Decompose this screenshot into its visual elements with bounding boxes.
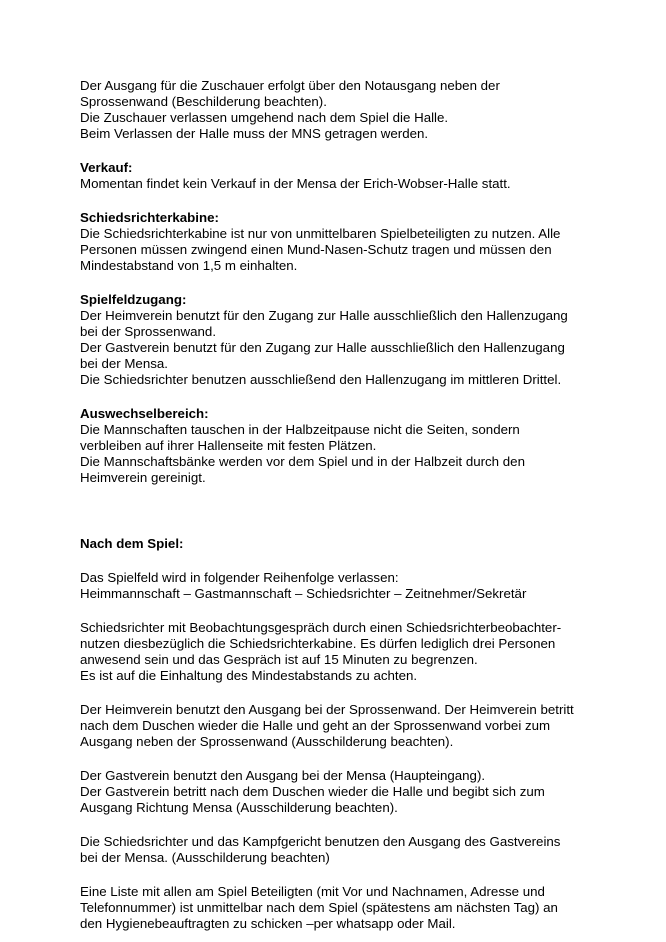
- schiedsrichter-ausgang-line: bei der Mensa. (Ausschilderung beachten): [80, 850, 330, 865]
- schiedsrichterkabine-line: Mindestabstand von 1,5 m einhalten.: [80, 258, 298, 273]
- schiedsrichter-ausgang-line: Die Schiedsrichter und das Kampfgericht benutzen den Ausgang des Gastvereins: [80, 834, 561, 849]
- auswechselbereich-line: verbleiben auf ihrer Hallenseite mit festen Plätzen.: [80, 438, 377, 453]
- verkauf-heading: Verkauf:: [80, 160, 133, 175]
- verkauf-section: [80, 160, 600, 192]
- auswechselbereich-heading: Auswechselbereich:: [80, 406, 209, 421]
- gastverein-line: Ausgang Richtung Mensa (Ausschilderung beachten).: [80, 800, 398, 815]
- teilnehmerliste-line: Eine Liste mit allen am Spiel Beteiligten (mit Vor und Nachnamen, Adresse und: [80, 884, 545, 899]
- spielfeldzugang-line: bei der Mensa.: [80, 356, 168, 371]
- auswechselbereich-section: [80, 406, 600, 486]
- auswechselbereich-line: Die Mannschaften tauschen in der Halbzeitpause nicht die Seiten, sondern: [80, 422, 520, 437]
- spielfeldzugang-line: Die Schiedsrichter benutzen ausschließend den Hallenzugang im mittleren Drittel.: [80, 372, 562, 387]
- teilnehmerliste-paragraph: [80, 884, 600, 932]
- auswechselbereich-line: Heimverein gereinigt.: [80, 470, 206, 485]
- schiedsrichterkabine-section: [80, 210, 600, 274]
- beobachtung-line: nutzen diesbezüglich die Schiedsrichterkabine. Es dürfen lediglich drei Personen: [80, 636, 556, 651]
- gastverein-paragraph: [80, 768, 600, 816]
- teilnehmerliste-line: den Hygienebeauftragten zu schicken –per whatsapp oder Mail.: [80, 916, 456, 931]
- schiedsrichter-ausgang-paragraph: [80, 834, 600, 866]
- spielfeldzugang-section: [80, 292, 600, 388]
- heimverein-paragraph: [80, 702, 600, 750]
- intro-section: [80, 78, 600, 142]
- beobachtung-line: anwesend sein und das Gespräch ist auf 15 Minuten zu begrenzen.: [80, 652, 478, 667]
- auswechselbereich-line: Die Mannschaftsbänke werden vor dem Spiel und in der Halbzeit durch den: [80, 454, 525, 469]
- beobachtung-line: Schiedsrichter mit Beobachtungsgespräch durch einen Schiedsrichterbeobachter-: [80, 620, 562, 635]
- teilnehmerliste-line: Telefonnummer) ist unmittelbar nach dem Spiel (spätestens am nächsten Tag) an: [80, 900, 558, 915]
- reihenfolge-line: Das Spielfeld wird in folgender Reihenfolge verlassen:: [80, 570, 399, 585]
- schiedsrichterkabine-heading: Schiedsrichterkabine:: [80, 210, 219, 225]
- document-page: [80, 78, 600, 932]
- nach-dem-spiel-section: [80, 536, 600, 932]
- verkauf-line: Momentan findet kein Verkauf in der Mensa der Erich-Wobser-Halle statt.: [80, 176, 511, 191]
- intro-line: Die Zuschauer verlassen umgehend nach dem Spiel die Halle.: [80, 110, 449, 125]
- heimverein-line: Ausgang neben der Sprossenwand (Ausschilderung beachten).: [80, 734, 454, 749]
- intro-line: Der Ausgang für die Zuschauer erfolgt über den Notausgang neben der: [80, 78, 500, 93]
- heimverein-line: Der Heimverein benutzt den Ausgang bei der Sprossenwand. Der Heimverein betritt: [80, 702, 574, 717]
- gastverein-line: Der Gastverein benutzt den Ausgang bei der Mensa (Haupteingang).: [80, 768, 486, 783]
- schiedsrichterkabine-line: Die Schiedsrichterkabine ist nur von unmittelbaren Spielbeteiligten zu nutzen. Alle: [80, 226, 561, 241]
- spielfeldzugang-line: bei der Sprossenwand.: [80, 324, 217, 339]
- spielfeldzugang-line: Der Heimverein benutzt für den Zugang zur Halle ausschließlich den Hallenzugang: [80, 308, 568, 323]
- spielfeldzugang-heading: Spielfeldzugang:: [80, 292, 187, 307]
- gastverein-line: Der Gastverein betritt nach dem Duschen wieder die Halle und begibt sich zum: [80, 784, 545, 799]
- reihenfolge-line: Heimmannschaft – Gastmannschaft – Schiedsrichter – Zeitnehmer/Sekretär: [80, 586, 527, 601]
- nach-dem-spiel-heading: Nach dem Spiel:: [80, 536, 184, 551]
- heimverein-line: nach dem Duschen wieder die Halle und geht an der Sprossenwand vorbei zum: [80, 718, 551, 733]
- beobachtung-paragraph: [80, 620, 600, 684]
- spielfeldzugang-line: Der Gastverein benutzt für den Zugang zur Halle ausschließlich den Hallenzugang: [80, 340, 565, 355]
- intro-line: Beim Verlassen der Halle muss der MNS getragen werden.: [80, 126, 429, 141]
- beobachtung-line: Es ist auf die Einhaltung des Mindestabstands zu achten.: [80, 668, 418, 683]
- reihenfolge-paragraph: [80, 570, 600, 602]
- intro-line: Sprossenwand (Beschilderung beachten).: [80, 94, 327, 109]
- schiedsrichterkabine-line: Personen müssen zwingend einen Mund-Nasen-Schutz tragen und müssen den: [80, 242, 552, 257]
